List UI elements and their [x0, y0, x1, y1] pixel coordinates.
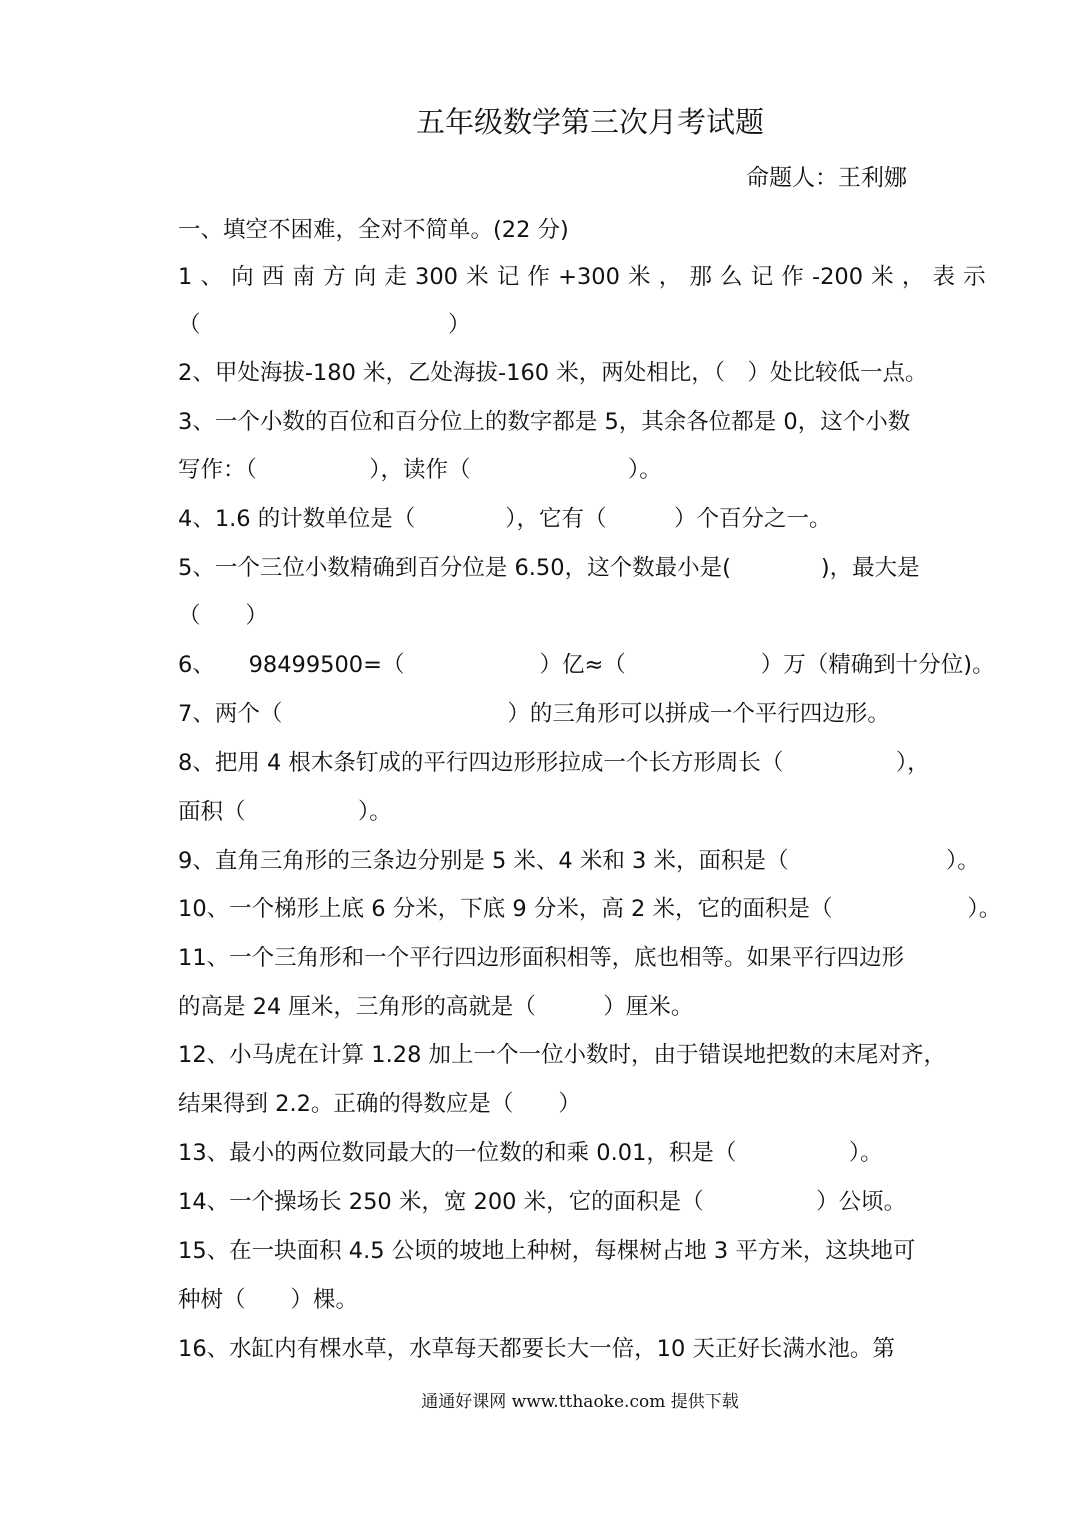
question-line: 4、1.6 的计数单位是（ ），它有（ ）个百分之一。: [178, 506, 832, 532]
footer-source: 通通好课网 www.tthaoke.com 提供下载: [421, 1392, 739, 1412]
question-line: 6、 98499500=（ ）亿≈（ ）万（精确到十分位)。: [178, 652, 995, 678]
question-line: 11、一个三角形和一个平行四边形面积相等，底也相等。如果平行四边形: [178, 945, 905, 971]
question-line: 14、一个操场长 250 米，宽 200 米，它的面积是（ ）公顷。: [178, 1189, 907, 1215]
section-heading: 一、填空不困难，全对不简单。(22 分): [178, 217, 569, 243]
question-line: 8、把用 4 根木条钉成的平行四边形形拉成一个长方形周长（ ），: [178, 750, 930, 776]
question-line: （ ）: [178, 603, 269, 629]
question-line: 的高是 24 厘米，三角形的高就是（ ）厘米。: [178, 994, 694, 1020]
author-line: 命题人：王利娜: [746, 165, 907, 191]
question-line: 13、最小的两位数同最大的一位数的和乘 0.01，积是（ ）。: [178, 1140, 883, 1166]
question-line: 9、直角三角形的三条边分别是 5 米、4 米和 3 米，面积是（ ）。: [178, 848, 980, 874]
question-line: 结果得到 2.2。正确的得数应是（ ）: [178, 1091, 581, 1117]
question-line: 3、一个小数的百位和百分位上的数字都是 5，其余各位都是 0，这个小数: [178, 409, 911, 435]
question-line: 1 、 向 西 南 方 向 走 300 米 记 作 +300 米 ， 那 么 记 作 -200 米 ， 表 示: [178, 264, 986, 290]
question-line: 12、小马虎在计算 1.28 加上一个一位小数时，由于错误地把数的末尾对齐，: [178, 1042, 947, 1068]
question-line: 10、一个梯形上底 6 分米，下底 9 分米，高 2 米，它的面积是（ ）。: [178, 896, 1002, 922]
question-line: 写作：（ ），读作（ ）。: [178, 457, 662, 483]
question-line: 7、两个（ ）的三角形可以拼成一个平行四边形。: [178, 701, 890, 727]
page-title: 五年级数学第三次月考试题: [415, 105, 764, 139]
question-line: 种树（ ）棵。: [178, 1287, 359, 1313]
question-line: 15、在一块面积 4.5 公顷的坡地上种树，每棵树占地 3 平方米，这块地可: [178, 1238, 916, 1264]
question-line: 2、甲处海拔-180 米，乙处海拔-160 米，两处相比，（ ）处比较低一点。: [178, 360, 928, 386]
question-line: 5、一个三位小数精确到百分位是 6.50，这个数最小是( )，最大是: [178, 555, 920, 581]
question-line: 16、水缸内有棵水草，水草每天都要长大一倍，10 天正好长满水池。第: [178, 1336, 895, 1362]
question-line: （ ）: [178, 312, 471, 338]
question-line: 面积（ ）。: [178, 799, 392, 825]
